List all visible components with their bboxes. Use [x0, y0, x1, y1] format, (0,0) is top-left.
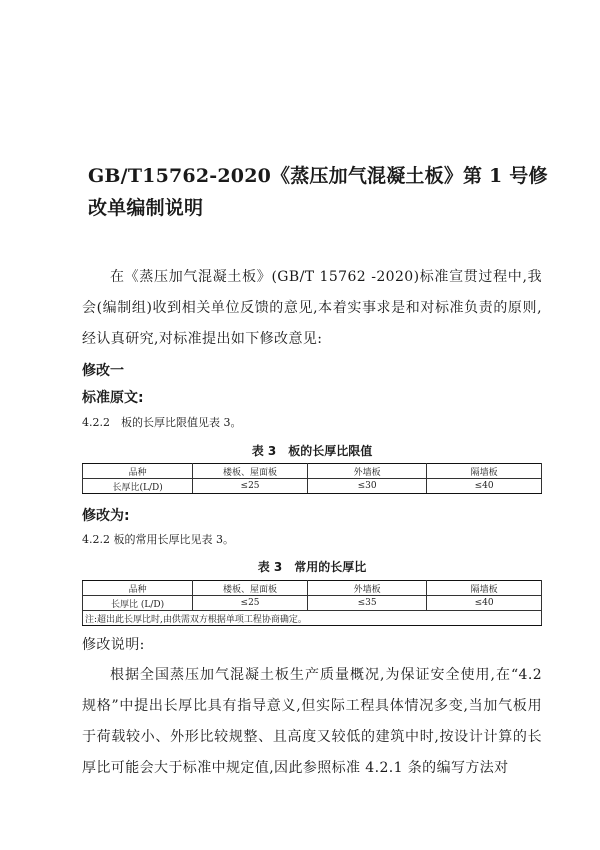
table-header-cell: 品种 — [83, 464, 193, 479]
table1-caption: 表 3 板的长厚比限值 — [251, 444, 373, 458]
explanation-label: 修改说明: — [82, 637, 145, 653]
table1 — [82, 463, 542, 494]
table-header-cell: 外墙板 — [307, 464, 426, 479]
table-note-row — [83, 611, 542, 626]
explanation-paragraph: 根据全国蒸压加气混凝土板生产质量概况,为保证安全使用,在“4.2 规格”中提出长厚比具有指导意义,但实际工程具体情况多变,当加气板用于荷载较小、外形比较规整、且高度又较低的建筑中时,按设计计算的长厚比可能会大于标准中规定值,因此参照标准 4.2.1 条的编写方法对 — [82, 667, 542, 776]
table-note: 注:超出此长厚比时,由供需双方根据单项工程协商确定。 — [83, 611, 542, 626]
table-row — [83, 479, 542, 494]
table-header-cell: 品种 — [83, 581, 193, 596]
original-text-label: 标准原文: — [82, 390, 144, 406]
table-header-cell: 外墙板 — [307, 581, 426, 596]
table-row — [83, 596, 542, 611]
intro-paragraph: 在《蒸压加气混凝土板》(GB/T 15762 -2020)标准宣贯过程中,我会(编制组)收到相关单位反馈的意见,本着实事求是和对标准负责的原则,经认真研究,对标准提出如下修改意见: — [82, 269, 542, 347]
table-cell: ≤30 — [307, 479, 426, 494]
table-cell: ≤35 — [307, 596, 426, 611]
document-title: GB/T15762-2020《蒸压加气混凝土板》第 1 号修改单编制说明 — [88, 165, 548, 219]
table-cell: ≤40 — [427, 596, 542, 611]
table-cell: ≤25 — [193, 479, 308, 494]
table-cell: ≤25 — [193, 596, 308, 611]
table-cell: 长厚比(L/D) — [83, 479, 193, 494]
table2 — [82, 580, 542, 626]
revised-label: 修改为: — [82, 508, 130, 524]
table-header-row — [83, 581, 542, 596]
table2-caption: 表 3 常用的长厚比 — [257, 560, 367, 574]
revised-clause: 4.2.2 板的常用长厚比见表 3。 — [82, 533, 234, 546]
section-heading: 修改一 — [82, 363, 124, 379]
table-cell: ≤40 — [427, 479, 542, 494]
table-header-cell: 隔墙板 — [427, 581, 542, 596]
table-cell: 长厚比 (L/D) — [83, 596, 193, 611]
table-header-row — [83, 464, 542, 479]
table-header-cell: 楼板、屋面板 — [193, 464, 308, 479]
table-header-cell: 隔墙板 — [427, 464, 542, 479]
table-header-cell: 楼板、屋面板 — [193, 581, 308, 596]
original-clause: 4.2.2 板的长厚比限值见表 3。 — [82, 416, 242, 429]
